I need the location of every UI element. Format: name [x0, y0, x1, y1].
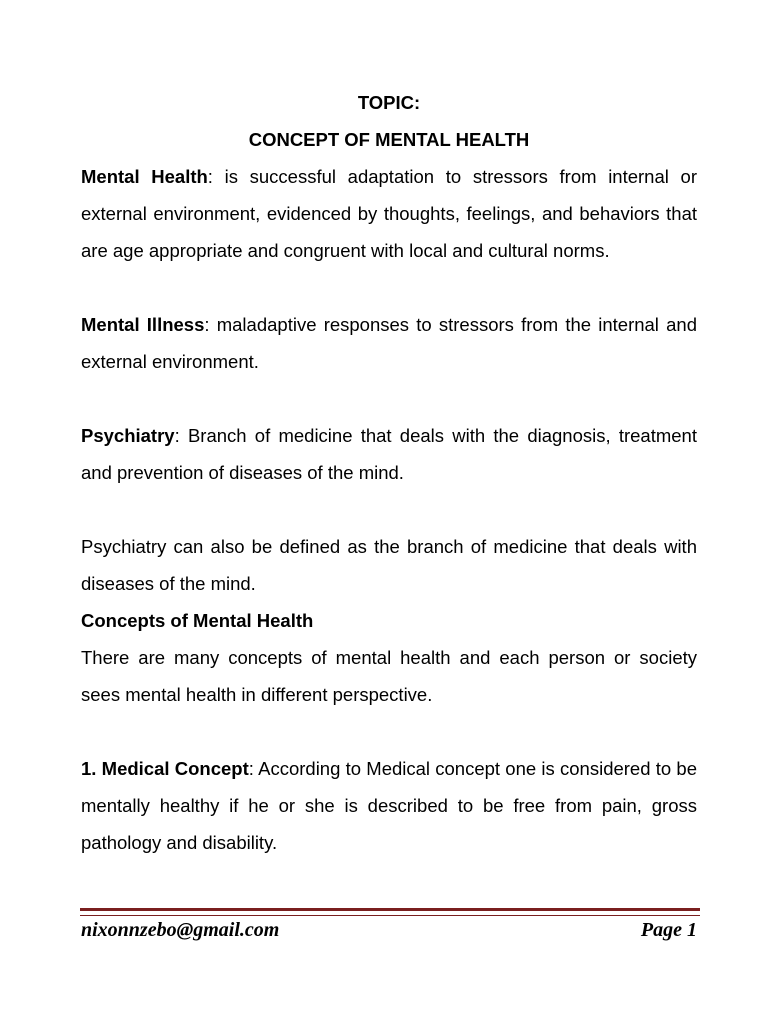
definition-term: Psychiatry: [81, 425, 175, 446]
definition-term: Mental Illness: [81, 314, 205, 335]
page-footer: [81, 915, 697, 945]
psychiatry-alternate-definition: Psychiatry can also be defined as the branch of medicine that deals with diseases of the mind.: [81, 536, 697, 594]
definition-psychiatry: [81, 417, 697, 491]
definition-text: : maladaptive responses to stressors from the internal and external environment.: [81, 314, 697, 372]
concept-text: : According to Medical concept one is considered to be mentally healthy if he or she is described to be free from pain, gross pathology and disability.: [81, 758, 697, 853]
document-title: CONCEPT OF MENTAL HEALTH: [248, 129, 530, 150]
definition-mental-health: [81, 158, 697, 269]
definition-term: Mental Health: [81, 166, 208, 187]
concept-medical: [81, 750, 697, 861]
definition-text: : is successful adaptation to stressors from internal or external environment, evidenced by thoughts, feelings, and behaviors that are age appropriate and congruent with local and cultural norms.: [81, 166, 697, 261]
concept-label: 1. Medical Concept: [81, 758, 249, 779]
footer-email: nixonnzebo@gmail.com: [81, 919, 280, 941]
section-heading: Concepts of Mental Health: [81, 610, 314, 631]
section-intro: There are many concepts of mental health and each person or society sees mental health in different perspective.: [81, 647, 697, 705]
topic-label: TOPIC:: [357, 92, 421, 113]
page-number: Page 1: [640, 919, 697, 941]
definition-text: : Branch of medicine that deals with the diagnosis, treatment and prevention of diseases of the mind.: [81, 425, 697, 483]
document-body: [81, 84, 697, 861]
definition-mental-illness: [81, 306, 697, 380]
